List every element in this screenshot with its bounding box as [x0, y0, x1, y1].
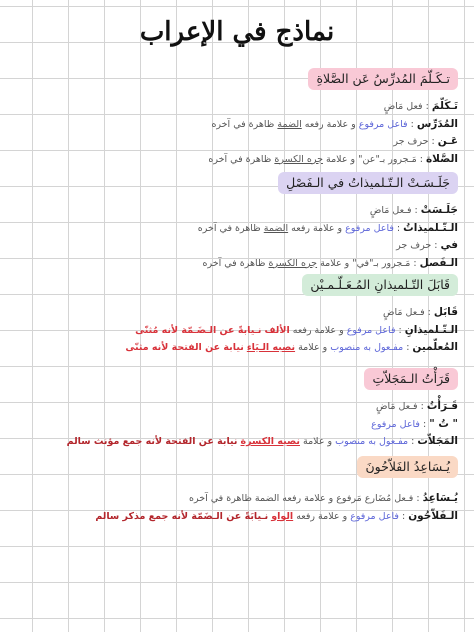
analysis-note: نـيابَةً عن الـضَمّة لأنه جمع مذكر سالم — [95, 510, 269, 522]
analysis-line: يُـسَاعِدُ : فـعل مُضَارع مَرفوع و علامة رفعه الضمة ظاهرة في آخره — [188, 492, 458, 504]
word: الـتّـلميذاتُ — [403, 221, 458, 234]
analysis-line: الصَّلاة : مَـجرور بـ"عن" و علامة جره الكسرة ظاهرة في آخره — [208, 152, 458, 165]
page-title: نماذج في الإعراب — [139, 17, 335, 47]
section-4 — [28, 368, 458, 451]
analysis-note: نيابة عن الفتحة لأنه مثنّى — [125, 342, 244, 353]
word: الـفَلاّحُون — [408, 509, 458, 522]
analysis: فـعل مَاضٍ — [376, 401, 418, 412]
analysis-mark: و علامة — [320, 257, 350, 269]
analysis-mark: و علامة رفعه — [291, 222, 343, 234]
word: قَابَل — [433, 306, 458, 318]
section-heading: قَابَلَ التّـلميذانِ المُـعَـلّـمـيْن — [302, 274, 458, 296]
section-heading: يُـسَاعِدُ الفَلاّحُونَ — [357, 456, 458, 478]
analysis-sign: الضمة — [277, 118, 302, 130]
word: " تُ " — [429, 417, 458, 430]
word: تَـكَلّمَ — [431, 100, 458, 112]
analysis: حرف جر — [396, 240, 432, 251]
word: جَلَـسَتْ — [420, 204, 458, 216]
analysis-line: المُدَرِّس : فاعل مرفوع و علامة رفعه الضمة ظاهرة في آخره — [211, 117, 458, 130]
analysis-role: فاعل مرفوع — [358, 118, 408, 130]
analysis-line: في : حرف جر — [396, 239, 458, 251]
analysis-sign: نصبه الـيَاء — [246, 342, 296, 353]
section-heading: تـكَـلّمَ المُدرِّسُ عَن الصَّلاةِ — [308, 68, 458, 90]
word: المُعلّمين — [412, 341, 458, 353]
analysis-line: جَلَـسَتْ : فـعل مَاضٍ — [369, 204, 458, 216]
analysis-sign: جره الكسرة — [274, 153, 323, 165]
analysis-mark: و علامة رفعه — [296, 510, 348, 522]
analysis-line: تَـكَلّمَ : فعل مَاضٍ — [383, 100, 458, 112]
analysis-mark: و علامة — [302, 436, 333, 447]
analysis-role: فاعل مرفوع — [345, 222, 394, 234]
analysis: فـعل مَاضٍ — [369, 205, 412, 216]
analysis-sign: الألف — [264, 324, 290, 336]
analysis: فاعل مرفوع — [371, 418, 420, 430]
analysis-role: مفـعول به منصوب — [330, 342, 404, 353]
analysis-line: الـتّـلميذاتُ : فاعل مرفوع و علامة رفعه الضمة ظاهرة في آخره — [197, 221, 458, 234]
analysis-sign: الواو — [271, 510, 294, 522]
word: الـتّـلميذانِ — [404, 323, 458, 336]
analysis: فعل مَاضٍ — [383, 101, 423, 112]
analysis-note: ظاهرة في آخره — [208, 153, 272, 165]
analysis-role: مَـجرور بـ"عن" — [358, 153, 417, 165]
analysis-line: الـتّـلميذانِ : فاعل مرفوع و علامة رفعه الألف نـيابةً عن الـضَـمّة لأنه مُثنّى — [135, 323, 458, 336]
analysis-sign: الضمة — [263, 222, 289, 234]
analysis-line: الـفَصل : مَـجرور بـ"في" و علامة جره الكسرة ظاهرة في آخره — [202, 256, 458, 269]
analysis-note: نيابة عن الفتحة لأنه جمع مؤنث سالم — [66, 436, 238, 447]
section-5 — [28, 456, 458, 525]
analysis-role: مَـجرور بـ"في" — [352, 257, 411, 269]
analysis: فـعل مَاضٍ — [383, 307, 425, 318]
analysis: حرف جر — [393, 136, 429, 147]
analysis-role: مفـعول به منصوب — [335, 436, 409, 447]
word: المَجَلاّت — [417, 435, 458, 447]
word: المُدَرِّس — [416, 117, 458, 130]
section-3 — [28, 274, 458, 357]
analysis: فـعل مُضَارع مَرفوع و علامة رفعه الضمة ظاهرة في آخره — [188, 493, 414, 504]
analysis-line: المُعلّمين : مفـعول به منصوب و علامة نصبه الـيَاء نيابة عن الفتحة لأنه مثنّى — [125, 341, 458, 353]
analysis-line: عَـن : حرف جر — [393, 135, 458, 147]
analysis-note: ظاهرة في آخره — [211, 118, 275, 130]
analysis-mark: و علامة — [298, 342, 328, 353]
section-heading: قَرَأْتُ الـمَجَلاّتِ — [364, 368, 458, 390]
analysis-line: الـفَلاّحُون : فاعل مرفوع و علامة رفعه الواو نـيابَةً عن الـضَمّة لأنه جمع مذكر سالم — [95, 509, 458, 522]
analysis-note: نـيابةً عن الـضَـمّة لأنه مُثنّى — [135, 324, 262, 336]
analysis-note: ظاهرة في آخره — [202, 257, 266, 269]
analysis-sign: نصبه الكسرة — [240, 436, 300, 447]
section-heading: جَلَـسَـتْ الـتّـلميذاتُ في الـفَصْلِ — [278, 172, 458, 194]
word: في — [440, 239, 458, 251]
word: الصَّلاة — [425, 152, 458, 165]
analysis-mark: و علامة رفعه — [304, 118, 356, 130]
section-1 — [28, 68, 458, 168]
word: قَـرَأْتُ — [426, 400, 458, 412]
analysis-mark: و علامة رفعه — [292, 324, 344, 336]
analysis-mark: و علامة — [326, 153, 356, 165]
analysis-role: فاعل مرفوع — [350, 510, 399, 522]
analysis-line: المَجَلاّت : مفـعول به منصوب و علامة نصبه الكسرة نيابة عن الفتحة لأنه جمع مؤنث سالم — [66, 435, 458, 447]
analysis-line: قَـرَأْتُ : فـعل مَاضٍ — [376, 400, 458, 412]
analysis-sign: جره الكسرة — [268, 257, 318, 269]
section-2 — [28, 172, 458, 272]
analysis-note: ظاهرة في آخره — [197, 222, 261, 234]
word: عَـن — [437, 135, 458, 147]
analysis-line: " تُ " : فاعل مرفوع — [371, 417, 458, 430]
word: الـفَصل — [419, 256, 458, 269]
analysis-line: قَابَل : فـعل مَاضٍ — [383, 306, 458, 318]
word: يُـسَاعِدُ — [422, 492, 458, 504]
analysis-role: فاعل مرفوع — [346, 324, 396, 336]
